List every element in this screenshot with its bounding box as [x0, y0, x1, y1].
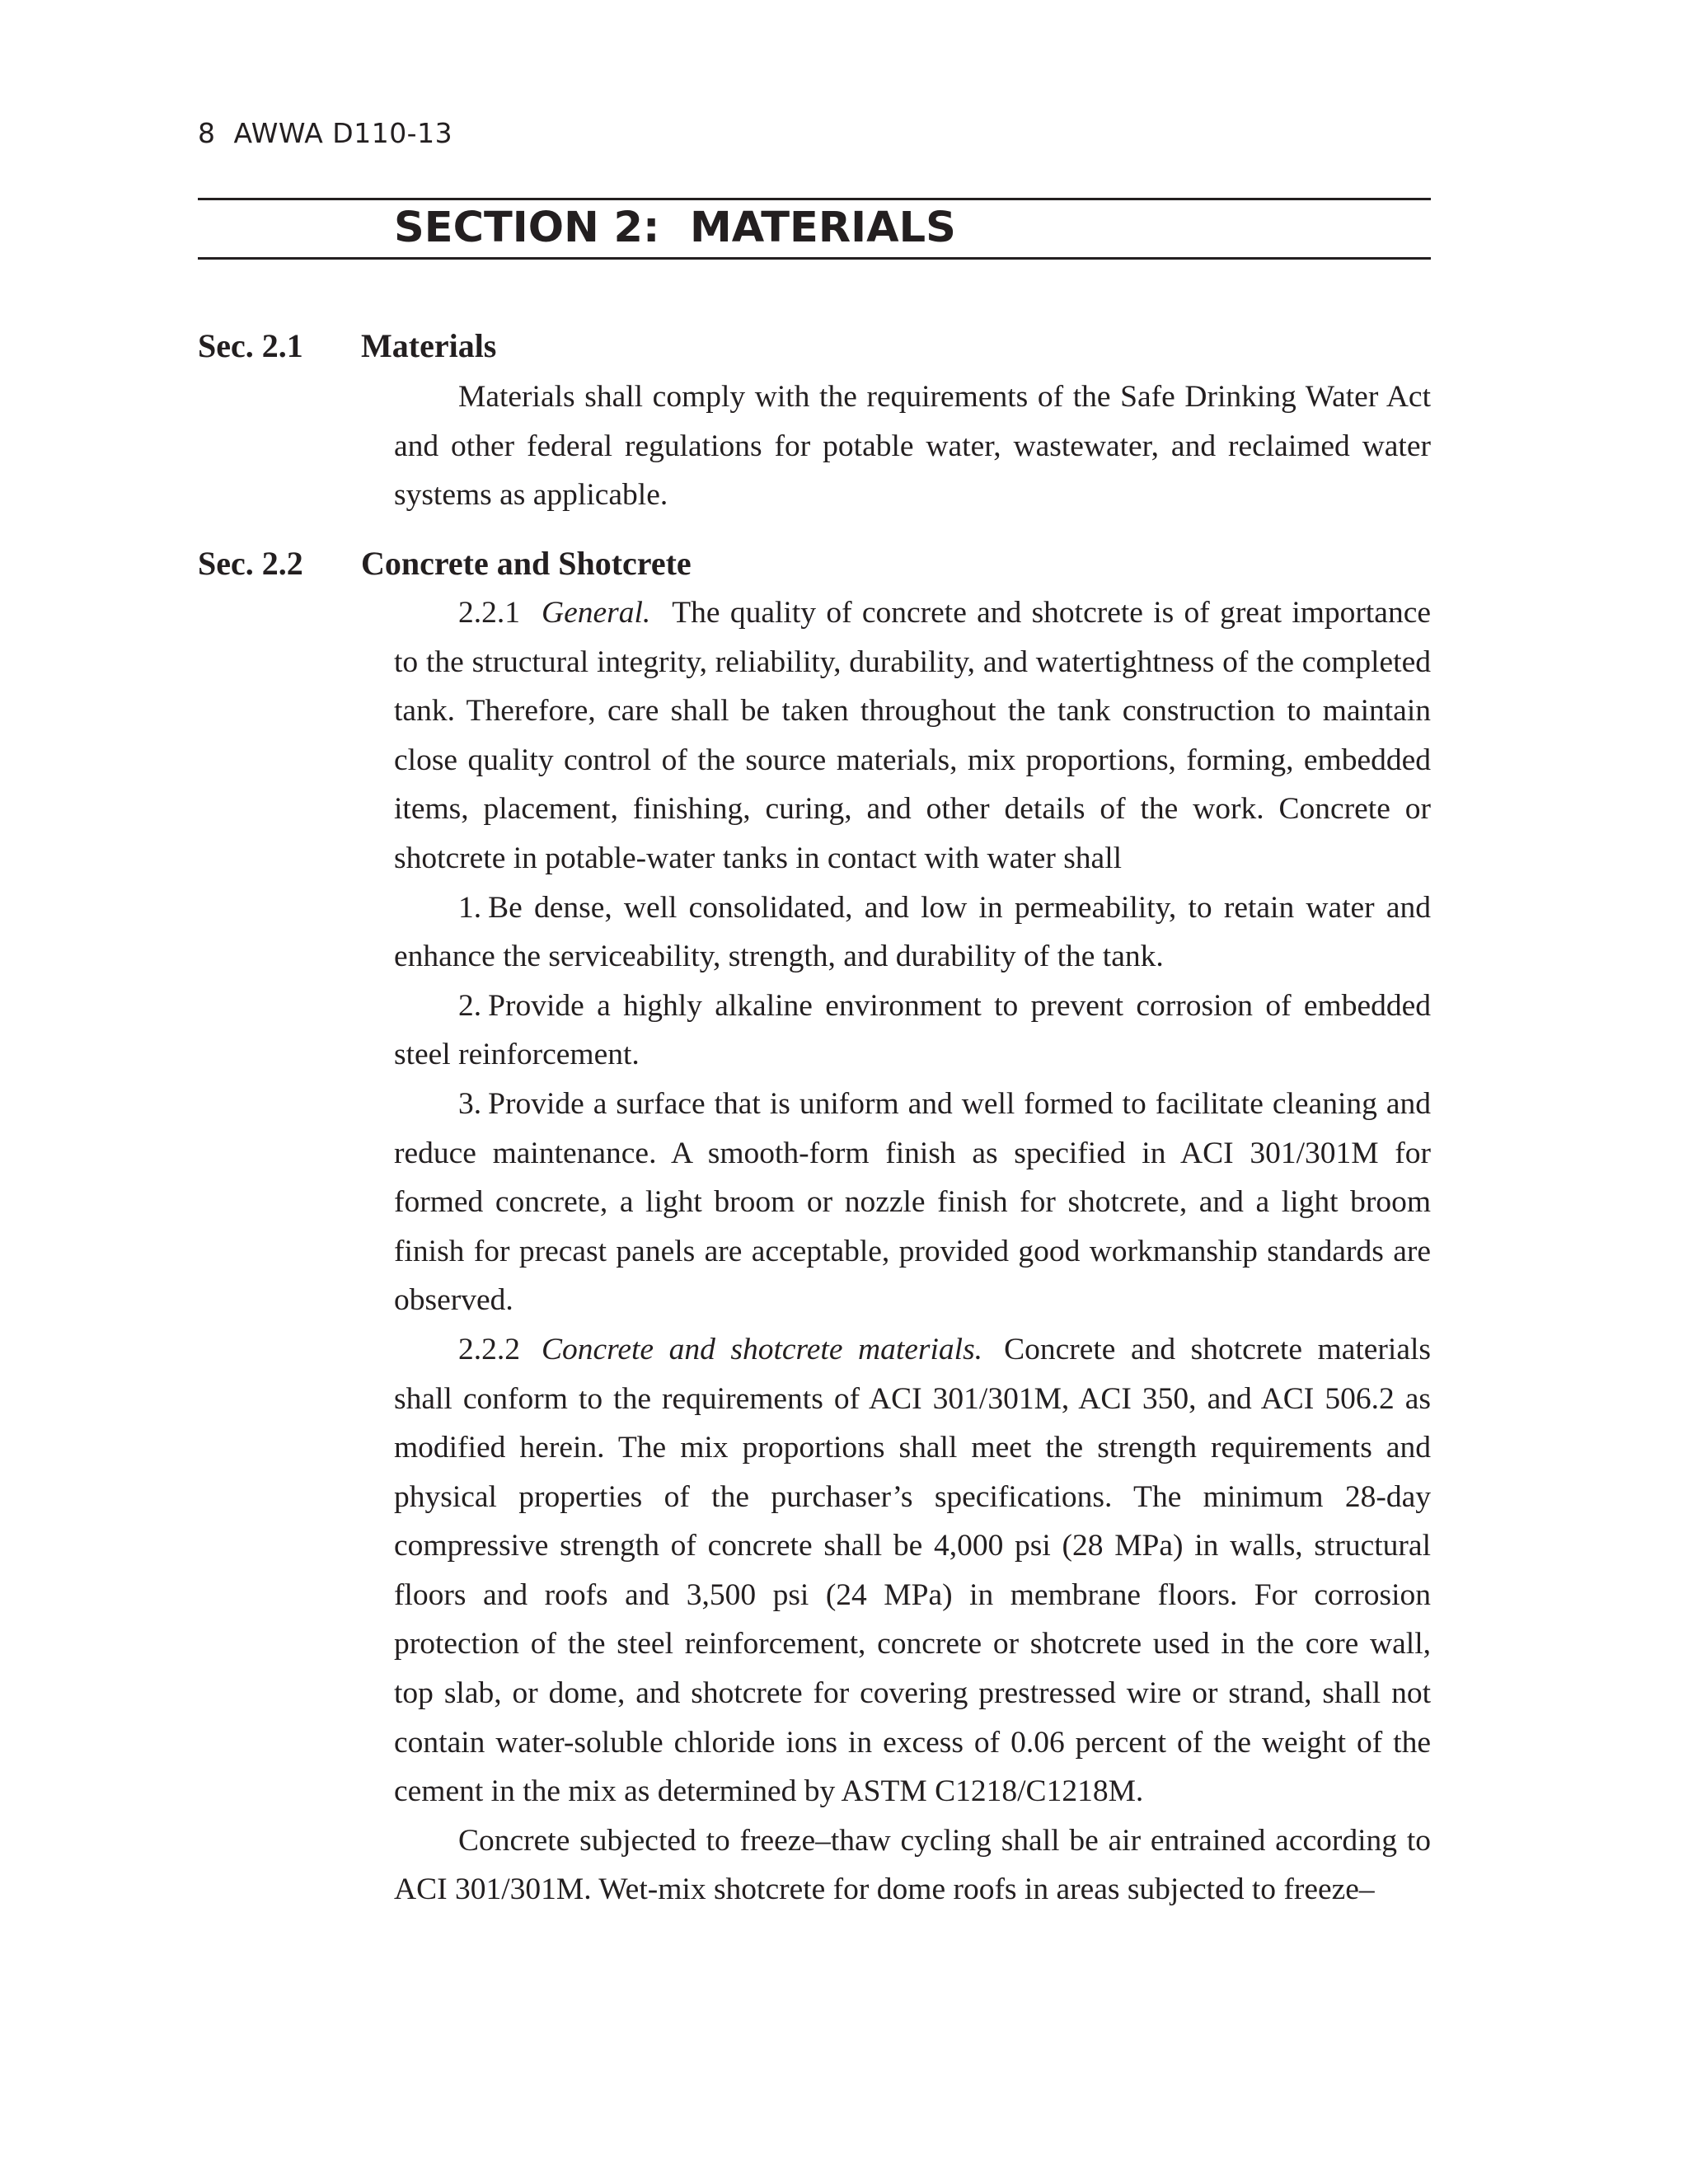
- subsection-text: The quality of concrete and shotcrete is of great importance to the structural integrity, reliability, durability, and watertightness of the completed tank. Therefore, care shall be taken throughout the tank construction to maintain close quality control of the source materials, mix proportions, forming, embedded items, placement, finishing, curing, and other details of the work. Concrete or shotcrete in potable-water tanks in contact with water shall: [394, 596, 1431, 875]
- sec-2-1-paragraph: Materials shall comply with the requirements of the Safe Drinking Water Act and other federal regulations for potable water, wastewater, and reclaimed water systems as applicable.: [394, 380, 1431, 513]
- list-item-text: Provide a highly alkaline environment to prevent corrosion of embedded steel reinforcement.: [394, 988, 1431, 1072]
- subsection-title: Concrete and shotcrete materials.: [542, 1332, 983, 1366]
- final-paragraph: Concrete subjected to freeze–thaw cycling shall be air entrained according to ACI 301/301M. Wet-mix shotcrete for dome roofs in areas subjected to freeze–: [394, 1823, 1431, 1907]
- sec-2-2-label: Sec. 2.2: [198, 545, 303, 582]
- document-id: AWWA D110-13: [233, 117, 453, 149]
- subsection-number: 2.2.1: [458, 596, 520, 630]
- list-item-text: Provide a surface that is uniform and well formed to facilitate cleaning and reduce maintenance. A smooth-form finish as specified in ACI 301/301M for formed concrete, a light broom or nozzle finish for shotcrete, and a light broom finish for precast panels are acceptable, provided good workmanship standards are observed.: [394, 1086, 1431, 1318]
- list-item-number: 3.: [458, 1086, 482, 1121]
- subsection-2-2-2: [394, 1325, 1431, 1816]
- section-label: SECTION 2:: [394, 204, 660, 252]
- section-heading: [394, 201, 956, 255]
- list-item: [394, 1080, 1431, 1325]
- section-heading-bottom-rule: [198, 257, 1431, 260]
- sec-2-1-body: [394, 373, 1431, 520]
- subsection-2-2-1: [394, 588, 1431, 883]
- sec-2-1-title: Materials: [361, 327, 497, 364]
- sec-2-1-label: Sec. 2.1: [198, 327, 303, 364]
- subsection-number: 2.2.2: [458, 1332, 520, 1366]
- sec-2-2-title: Concrete and Shotcrete: [361, 545, 692, 582]
- running-header: [198, 115, 452, 152]
- list-item-number: 1.: [458, 890, 482, 925]
- list-item-number: 2.: [458, 988, 482, 1023]
- page-number: 8: [198, 117, 216, 149]
- subsection-title: General.: [542, 596, 651, 630]
- subsection-text: Concrete and shotcrete materials shall conform to the requirements of ACI 301/301M, ACI 350, and ACI 506.2 as modified herein. The mix proportions shall meet the strength requirements and physical properties of the purchaser’s specifications. The minimum 28-day compressive strength of concrete shall be 4,000 psi (28 MPa) in walls, structural floors and roofs and 3,500 psi (24 MPa) in membrane floors. For corrosion protection of the steel reinforcement, concrete or shotcrete used in the core wall, top slab, or dome, and shotcrete for covering prestressed wire or strand, shall not contain water-soluble chloride ions in excess of 0.06 percent of the weight of the cement in the mix as determined by ASTM C1218/C1218M.: [394, 1332, 1431, 1809]
- list-item-text: Be dense, well consolidated, and low in permeability, to retain water and enhance the serviceability, strength, and durability of the tank.: [394, 890, 1431, 974]
- list-item: [394, 883, 1431, 982]
- sec-2-2-body: [394, 588, 1431, 1915]
- section-heading-top-rule: [198, 198, 1431, 200]
- section-name: MATERIALS: [690, 204, 956, 252]
- list-item: [394, 982, 1431, 1080]
